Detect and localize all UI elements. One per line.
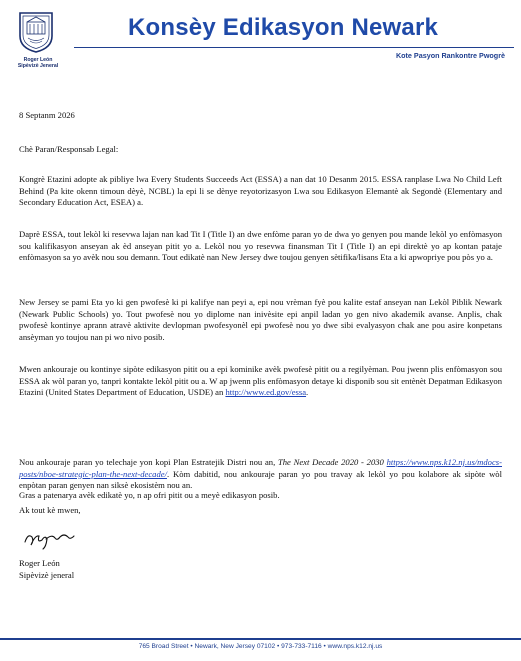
signer-name: Roger León [19, 558, 60, 568]
paragraph-strategic-plan [19, 457, 502, 493]
tagline: Kote Pasyon Rankontre Pwogrè [395, 51, 505, 60]
paragraph-title-one: Daprè ESSA, tout lekòl ki resevwa lajan nan kad Tit I (Title I) an dwe enfòme paran yo de dwa yo genyen pou mande lekòl yo enfòmasyon sou kalifikasyon anseyan ak èd anseyan pitit yo a. Lekòl nou yo resevwa finansman Tit I (Title I) an epi direktè yo ap kontan pataje enfòmasyon sa yo avèk nou sou demann. Tout edikatè nan New Jersey dwe toujou genyen sètifika/lisans Eta a ki apwopriye pou pòs yo a. [19, 228, 502, 263]
footer-address: 765 Broad Street • Newark, New Jersey 07102 • 973-733-7116 • www.nps.k12.nj.us [138, 643, 383, 650]
district-seal-icon [16, 10, 56, 54]
header-signer-name: Roger León [23, 57, 53, 63]
essa-link[interactable]: http://www.ed.gov/essa [225, 387, 307, 398]
strategic-plan-intro: Nou ankouraje paran yo telechaje yon kopi Plan Estratejik Distri nou an, [19, 456, 278, 467]
paragraph-encouragement-text: Mwen ankouraje ou kontinye sipòte edikasyon pitit ou a epi kominike avèk pwofesè pitit ou a regilyèman. Pou jwenn plis enfòmasyon sou ESSA ak wòl paran yo, tanpri kontakte lekòl pitit ou a. W ap jwenn plis enfòmasyon detaye ki disponib sou sit entènèt Depatman Edikasyon Etazini (United States Department of Education, USDE) an [19, 363, 502, 398]
paragraph-essa-intro: Kongrè Etazini adopte ak pibliye lwa Every Students Succeeds Act (ESSA) a nan dat 10 Desanm 2015. ESSA ranplase Lwa No Child Left Behind (Pa kite okenn timoun dèyè, NCBL) la epi li se dènye reyotorizasyon Lwa sou Edikasyon Elemantè ak Segondè (Elementary and Secondary Education Act, ESEA) a. [19, 173, 502, 208]
signer-title: Sipèvizè jeneral [19, 570, 75, 580]
strategic-plan-end: . Kòm dabitid, nou ankouraje paran yo pou travay ak lekòl yo pou kolabore ak sipòte wòl enpòtan paran genyen nan siksè ekosistèm nou an. [19, 468, 502, 491]
salutation: Chè Paran/Responsab Legal: [19, 144, 119, 154]
paragraph-partnership: Gras a patenarya avèk edikatè yo, n ap ofri pitit ou a meyè edikasyon posib. [19, 489, 280, 500]
paragraph-encouragement [19, 364, 502, 400]
strategic-plan-title: The Next Decade 2020 - 2030 [277, 456, 384, 467]
closing: Ak tout kè mwen, [19, 505, 81, 515]
header-divider [74, 47, 514, 48]
organization-name: Konsèy Edikasyon Newark [128, 14, 439, 41]
strategic-plan-link[interactable]: https://www.nps.k12.nj.us/mdocs-posts/nboe-strategic-plan-the-next-decade/ [19, 456, 502, 479]
paragraph-encouragement-end: . [306, 387, 309, 398]
footer-divider [0, 638, 521, 640]
paragraph-teacher-quality: New Jersey se pami Eta yo ki gen pwofesè ki pi kalifye nan peyi a, epi nou vrèman fyè pou kalite estaf anseyan nan Lekòl Piblik Newark (Newark Public Schools) yo. Tout pwofesè nou yo diplome nan inivèsite epi anpil ladan yo gen nivo akademik avanse. Anplis, chak pwofesè kontinye aprann atravè aktivite devlopman pwofesyonèl epi pwofesè nou yo dwe sibi evalyasyon chak ane pou asire konpetans ansèyman yo toujou nan pi wo nivo posib. [19, 296, 502, 343]
header-signer-title: Sipèvizè Jeneral [17, 63, 59, 70]
letter-date: 8 Septanm 2026 [19, 110, 75, 120]
handwritten-signature [22, 525, 78, 551]
header-signer [10, 57, 66, 70]
